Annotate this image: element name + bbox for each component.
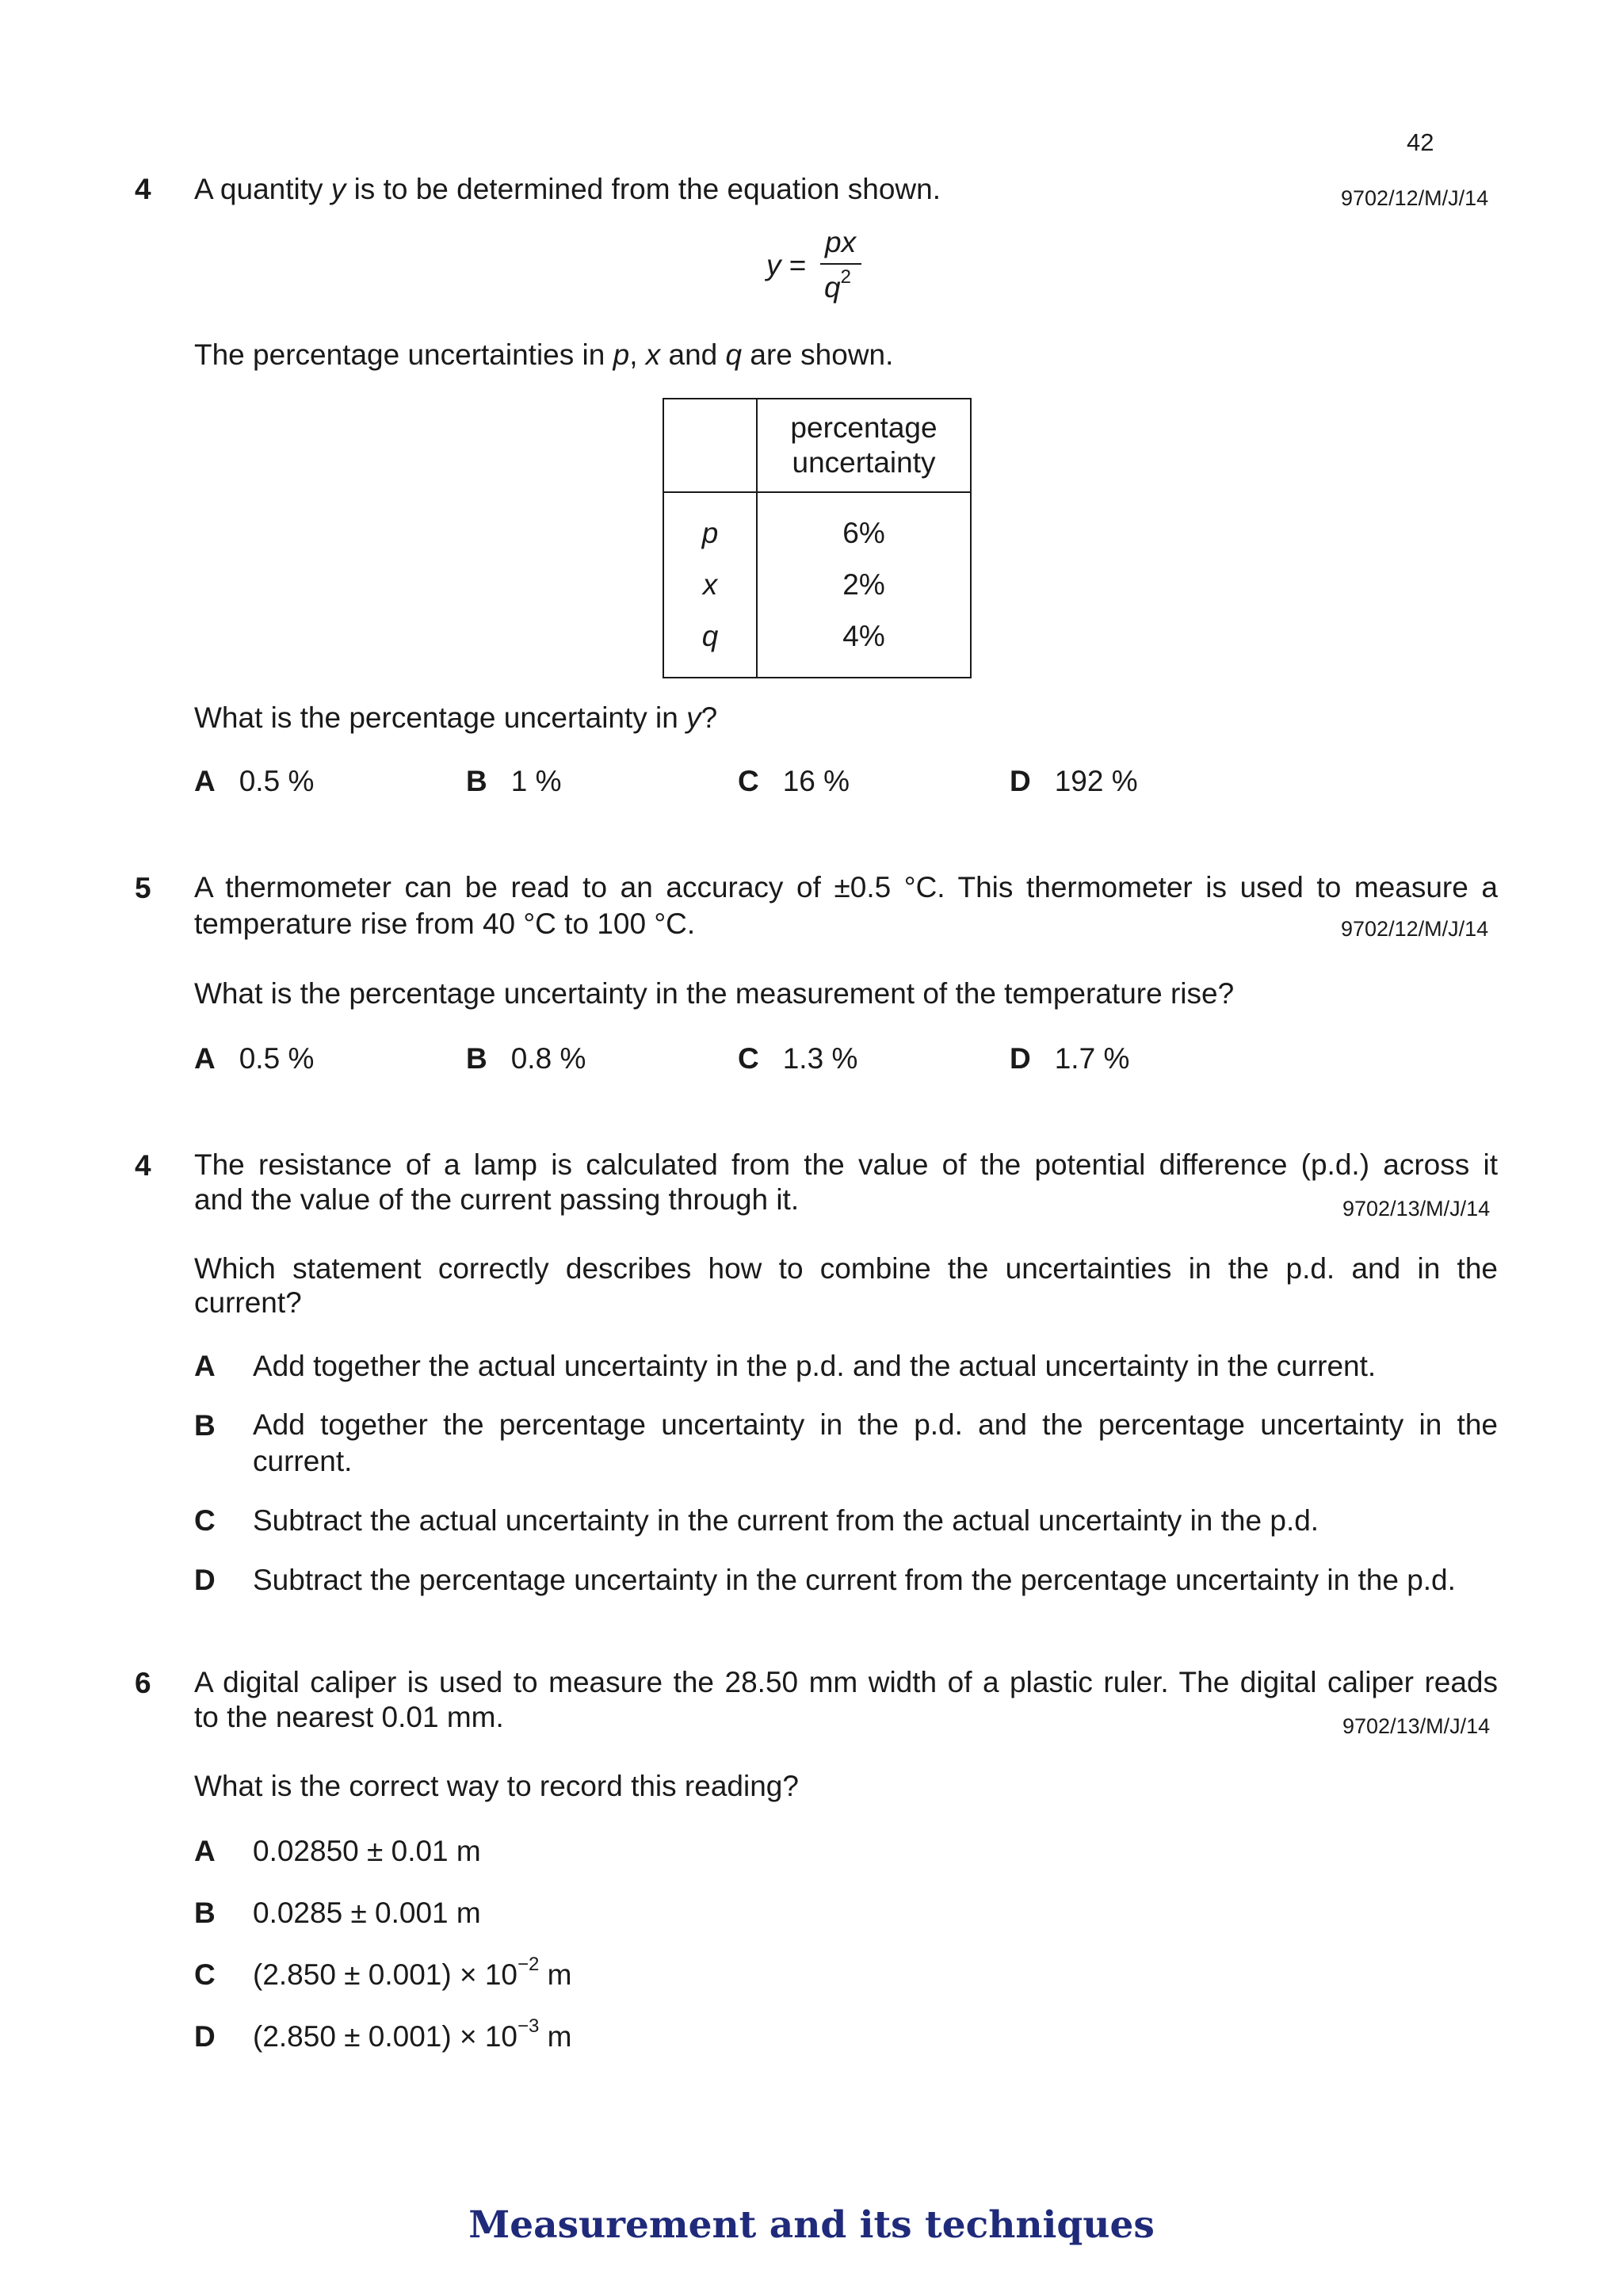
question-prompt-line: Which statement correctly describes how to combine the uncertainties in the p.d. and in the xyxy=(194,1252,1498,1285)
question-number: 4 xyxy=(135,173,151,205)
option-letter-a[interactable]: A xyxy=(194,1350,216,1382)
option-letter-d[interactable]: D xyxy=(194,2020,216,2053)
question-number: 4 xyxy=(135,1149,151,1182)
question-number: 5 xyxy=(135,872,151,904)
question-stem-line: A thermometer can be read to an accuracy of ±0.5 °C. This thermometer is used to measure a xyxy=(194,871,1498,904)
option-letter-d[interactable]: D xyxy=(194,1564,216,1596)
question-reference: 9702/12/M/J/14 xyxy=(1341,917,1489,941)
question-number: 6 xyxy=(135,1667,151,1699)
option-b[interactable]: B 1 % xyxy=(466,765,562,797)
option-c-text[interactable]: Subtract the actual uncertainty in the current from the actual uncertainty in the p.d. xyxy=(253,1504,1319,1537)
option-c[interactable]: C 16 % xyxy=(738,765,850,797)
option-letter-a[interactable]: A xyxy=(194,1835,216,1867)
question-stem-line: The resistance of a lamp is calculated from the value of the potential difference (p.d.) across it xyxy=(194,1148,1498,1181)
question-prompt: What is the percentage uncertainty in the measurement of the temperature rise? xyxy=(194,977,1235,1010)
option-a[interactable]: A 0.5 % xyxy=(194,1042,315,1075)
equation-denominator: $q^2$ xyxy=(824,266,851,304)
question-stem: A quantity y is to be determined from the equation shown. xyxy=(194,173,941,205)
fraction-bar xyxy=(820,263,861,265)
option-b-text-line2[interactable]: current. xyxy=(253,1445,353,1477)
question-reference: 9702/13/M/J/14 xyxy=(1342,1714,1491,1738)
option-letter-b[interactable]: B xyxy=(194,1409,216,1442)
option-c[interactable]: C 1.3 % xyxy=(738,1042,858,1075)
option-letter-c[interactable]: C xyxy=(194,1958,216,1991)
table-header: percentage uncertainty xyxy=(757,399,971,492)
table-header-empty xyxy=(663,399,757,492)
uncertainty-intro: The percentage uncertainties in p, x and q are shown. xyxy=(194,338,894,371)
option-d[interactable]: D 192 % xyxy=(1010,765,1138,797)
question-reference: 9702/12/M/J/14 xyxy=(1341,186,1489,210)
option-d-text[interactable]: $(2.850 \pm 0.001) \times 10^{-3}$ m xyxy=(253,2015,572,2053)
table-row: q 4% xyxy=(663,613,971,678)
option-d[interactable]: D 1.7 % xyxy=(1010,1042,1130,1075)
question-prompt: What is the percentage uncertainty in y? xyxy=(194,701,718,734)
option-a[interactable]: A 0.5 % xyxy=(194,765,315,797)
question-prompt-line: current? xyxy=(194,1286,302,1319)
question-stem-line: and the value of the current passing through it. xyxy=(194,1183,800,1216)
uncertainty-table xyxy=(663,398,972,678)
option-letter-b[interactable]: B xyxy=(194,1897,216,1929)
table-row: x 2% xyxy=(663,556,971,613)
option-b[interactable]: B 0.8 % xyxy=(466,1042,586,1075)
option-d-text[interactable]: Subtract the percentage uncertainty in the current from the percentage uncertainty in the p.d. xyxy=(253,1564,1456,1596)
equation-numerator: px xyxy=(825,226,857,258)
option-b-text[interactable]: 0.0285 ± 0.001 m xyxy=(253,1897,481,1929)
option-c-text[interactable]: $(2.850 \pm 0.001) \times 10^{-2}$ m xyxy=(253,1954,572,1991)
table-row: p 6% xyxy=(663,492,971,556)
question-stem-line: temperature rise from 40 °C to 100 °C. xyxy=(194,907,696,940)
page-number: 42 xyxy=(1407,128,1434,156)
option-b-text[interactable]: Add together the percentage uncertainty in the p.d. and the percentage uncertainty in the xyxy=(253,1408,1498,1441)
option-a-text[interactable]: Add together the actual uncertainty in the p.d. and the actual uncertainty in the current. xyxy=(253,1350,1377,1382)
option-letter-c[interactable]: C xyxy=(194,1504,216,1537)
option-a-text[interactable]: 0.02850 ± 0.01 m xyxy=(253,1835,481,1867)
footer-title: Measurement and its techniques xyxy=(468,2203,1155,2247)
question-reference: 9702/13/M/J/14 xyxy=(1342,1197,1491,1221)
question-stem-line: A digital caliper is used to measure the 28.50 mm width of a plastic ruler. The digital caliper reads xyxy=(194,1666,1498,1698)
question-stem-line: to the nearest 0.01 mm. xyxy=(194,1701,504,1733)
question-prompt: What is the correct way to record this reading? xyxy=(194,1770,799,1802)
